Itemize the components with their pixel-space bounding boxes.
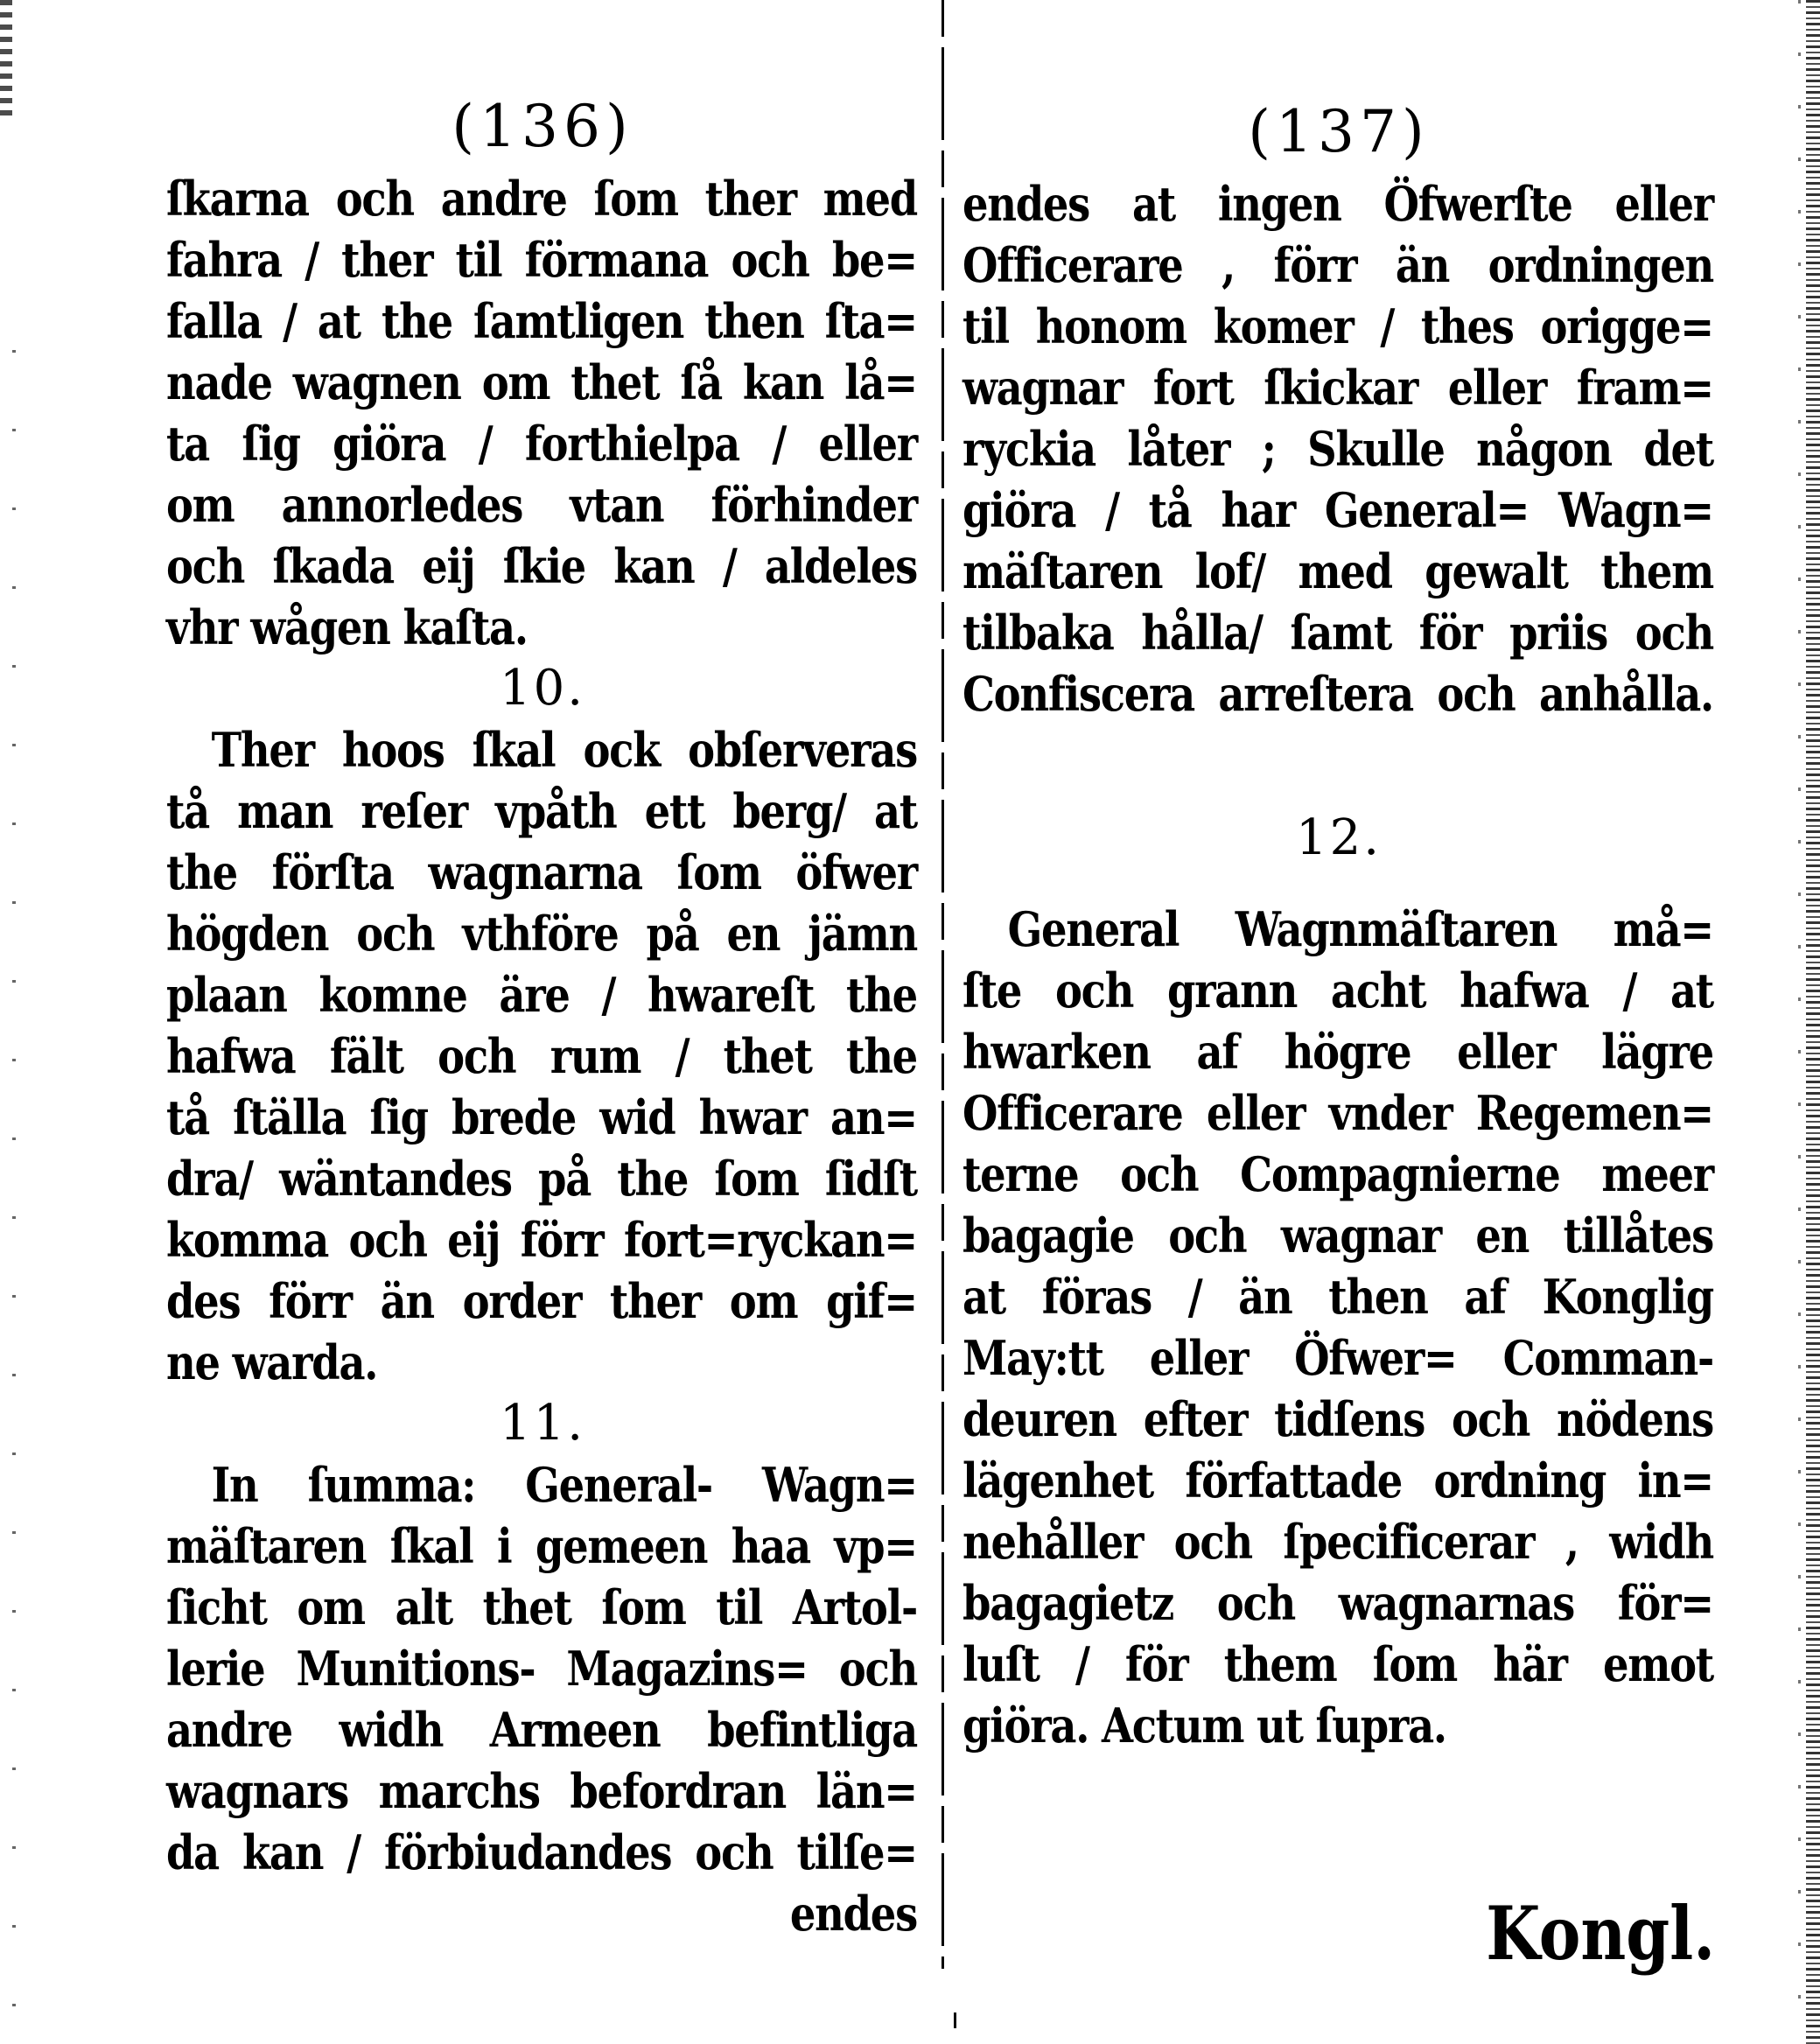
text-line: General Wagnmäſtaren må= bbox=[1007, 901, 1713, 957]
text-line: högden och vthföre på en jämn bbox=[166, 906, 917, 962]
text-line: Officerare , förr än ordningen bbox=[962, 237, 1713, 293]
right-page bbox=[962, 0, 1715, 1756]
text-line: nehåller och ſpecificerar , widh bbox=[962, 1514, 1713, 1570]
text-line: mäſtaren ſkal i gemeen haa vp= bbox=[166, 1518, 917, 1574]
text-line: komma och eij förr fort=ryckan= bbox=[166, 1212, 917, 1268]
text-line: Confiscera arreſtera och anhålla. bbox=[962, 666, 1713, 722]
scan-specks-left bbox=[12, 350, 16, 2012]
text-line: om annorledes vtan förhinder bbox=[166, 477, 917, 533]
continued-paragraph-right bbox=[962, 173, 1715, 724]
text-line: luſt / för them ſom här emot bbox=[962, 1636, 1713, 1692]
text-line: the förſta wagnarna ſom öfwer bbox=[166, 844, 917, 900]
text-line: endes at ingen Öfwerſte eller bbox=[962, 176, 1713, 232]
text-line: Ther hoos ſkal ock obſerveras bbox=[211, 722, 917, 778]
text-line: giöra / tå har General= Wagn= bbox=[962, 482, 1713, 538]
catchword-right: Kongl. bbox=[1486, 1890, 1715, 1977]
page-gutter bbox=[942, 0, 944, 1969]
text-line: bagagie och wagnar en tillåtes bbox=[962, 1208, 1713, 1264]
text-line: tå ſtälla ſig brede wid hwar an= bbox=[166, 1089, 917, 1145]
gutter-mark bbox=[954, 2012, 956, 2028]
page-number-left: (136) bbox=[452, 93, 634, 160]
text-line: mäſtaren lof/ med gewalt them bbox=[962, 543, 1713, 599]
binding-edge-right bbox=[1806, 0, 1820, 2044]
text-line: at föras / än then af Konglig bbox=[962, 1269, 1713, 1325]
text-line: nade wagnen om thet ſå kan lå= bbox=[166, 354, 917, 410]
text-line: ſkarna och andre ſom ther med bbox=[166, 171, 917, 227]
section-10-text bbox=[166, 719, 919, 1393]
section-11-text bbox=[166, 1454, 919, 1944]
text-line: Officerare eller vnder Regemen= bbox=[962, 1085, 1713, 1141]
text-line: och ſkada eij ſkie kan / aldeles bbox=[166, 538, 917, 594]
text-line: deuren efter tidſens och nödens bbox=[962, 1391, 1713, 1447]
text-line: wagnars marchs befordran län= bbox=[166, 1763, 917, 1819]
section-12-text bbox=[962, 899, 1715, 1756]
text-line: til honom komer / thes origge= bbox=[962, 298, 1713, 354]
section-number-10: 10. bbox=[499, 660, 586, 717]
text-line: giöra. Actum ut ſupra. bbox=[962, 1698, 1446, 1754]
text-line: plaan komne äre / hwareſt the bbox=[166, 967, 917, 1023]
text-line: fahra / ther til förmana och be= bbox=[166, 232, 917, 288]
text-line: andre widh Armeen befintliga bbox=[166, 1702, 917, 1758]
text-line: lägenhet författade ordning in= bbox=[962, 1452, 1713, 1508]
text-line: hafwa fält och rum / thet the bbox=[166, 1028, 917, 1084]
text-line: falla / at the ſamtligen then ſta= bbox=[166, 293, 917, 349]
text-line: da kan / förbiudandes och tilſe= bbox=[166, 1824, 917, 1880]
text-line: tå man reſer vpåth ett berg/ at bbox=[166, 783, 917, 839]
text-line: dra/ wäntandes på the ſom ſidſt bbox=[166, 1151, 917, 1207]
scan-edge-left bbox=[0, 0, 12, 122]
text-line: May:tt eller Öfwer= Comman- bbox=[962, 1330, 1713, 1386]
left-page bbox=[166, 0, 919, 1944]
text-line: bagagietz och wagnarnas för= bbox=[962, 1575, 1713, 1631]
text-line: vhr wågen kaſta. bbox=[166, 599, 528, 655]
text-line: tilbaka hålla/ ſamt för priis och bbox=[962, 605, 1713, 661]
section-number-12: 12. bbox=[1295, 809, 1382, 866]
text-line: ta ſig giöra / forthielpa / eller bbox=[166, 416, 917, 472]
text-line: hwarken af högre eller lägre bbox=[962, 1024, 1713, 1080]
text-line: wagnar fort ſkickar eller fram= bbox=[962, 360, 1713, 416]
text-line: ſte och grann acht hafwa / at bbox=[962, 962, 1713, 1018]
text-line: terne och Compagnierne meer bbox=[962, 1146, 1713, 1202]
scan-specks-right bbox=[1798, 0, 1801, 2044]
text-line: In ſumma: General- Wagn= bbox=[211, 1457, 917, 1513]
text-line: des förr än order ther om gif= bbox=[166, 1273, 917, 1329]
text-line: lerie Munitions- Magazins= och bbox=[166, 1641, 917, 1697]
catchword-left: endes bbox=[789, 1886, 917, 1942]
page-number-right: (137) bbox=[1248, 98, 1430, 165]
text-line: ſicht om alt thet ſom til Artol- bbox=[166, 1579, 917, 1635]
text-line: ne warda. bbox=[166, 1334, 378, 1390]
text-line: ryckia låter ; Skulle någon det bbox=[962, 421, 1713, 477]
continued-paragraph-left bbox=[166, 168, 919, 658]
section-number-11: 11. bbox=[499, 1395, 586, 1452]
